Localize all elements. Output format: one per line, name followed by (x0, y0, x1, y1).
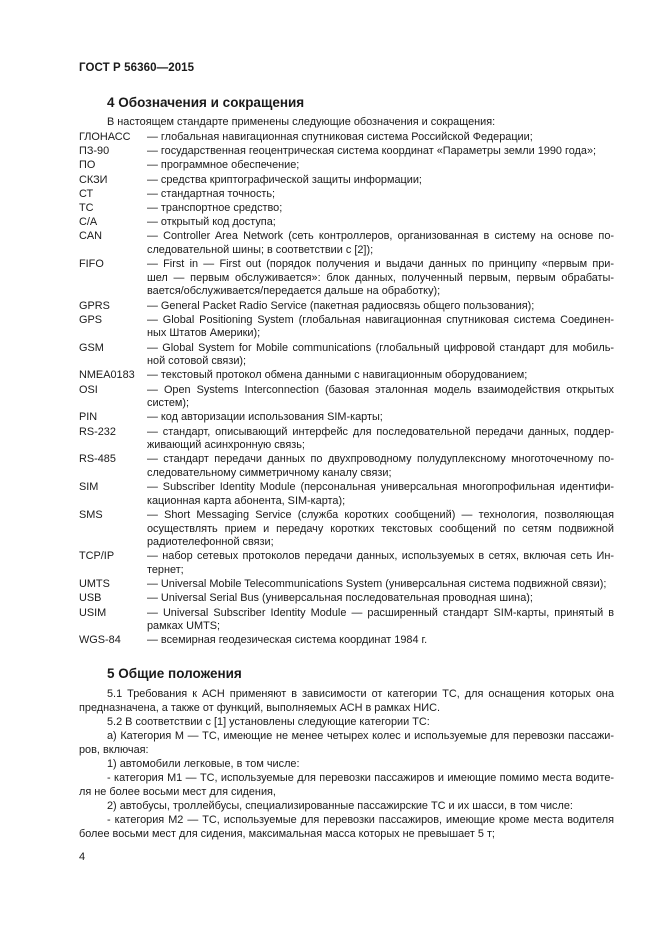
abbreviation-definition (147, 607, 614, 634)
abbreviation-definition (147, 369, 614, 383)
abbreviation-term: ПЗ-90 (79, 145, 110, 158)
definition-line: ных Штатов Америки); (147, 327, 261, 340)
abbreviation-term: ПО (79, 159, 96, 172)
paragraph-line: - категория М2 — ТС, используемые для перевозки пассажиров, имеющие кроме места водителя (107, 813, 614, 826)
abbreviation-definition (147, 481, 614, 508)
abbreviation-term: USB (79, 592, 102, 605)
definition-line: — открытый код доступа; (147, 216, 276, 229)
abbreviation-definition (147, 230, 614, 257)
definition-line: — государственная геоцентрическая система координат «Параметры земли 1990 года»; (147, 145, 597, 158)
definition-line: — Universal Subscriber Identity Module — расширенный стандарт SIM-карты, принятый в (147, 606, 614, 619)
definition-line: — транспортное средство; (147, 202, 283, 214)
definition-line: тернет; (147, 563, 184, 576)
definition-line: следовательной шины; в соответствии с [2]); (147, 243, 374, 256)
abbreviation-term: СТ (79, 187, 94, 200)
definition-line: систем); (147, 397, 190, 410)
abbreviation-term: TCP/IP (79, 550, 115, 563)
abbreviation-term: RS-485 (79, 453, 116, 466)
abbreviation-definition (147, 411, 614, 425)
abbreviation-term: GPS (79, 313, 102, 326)
definition-line: — программное обеспечение; (147, 159, 300, 172)
section-5-title: 5 Общие положения (107, 666, 242, 681)
abbreviation-definition (147, 159, 614, 173)
document-header: ГОСТ Р 56360—2015 (79, 62, 195, 74)
definition-line: — код авторизации использования SIM-карты; (147, 411, 383, 424)
abbreviation-definition (147, 384, 614, 411)
definition-line: — текстовый протокол обмена данными с навигационным оборудованием; (147, 369, 528, 382)
abbreviation-term: ГЛОНАСС (79, 131, 131, 143)
definition-line: — Subscriber Identity Module (персональная универсальная многопрофильная идентифи- (147, 481, 614, 494)
definition-line: — глобальная навигационная спутниковая система Российской Федерации; (147, 131, 533, 143)
definition-line: вается/обслуживается/передается дальше на обработку); (147, 285, 441, 298)
definition-line: — стандарт передачи данных по двухпроводному полудуплексному многоточечному по- (147, 453, 614, 466)
abbreviation-term: FIFO (79, 258, 104, 271)
definition-line: — средства криптографической защиты информации; (147, 173, 422, 186)
abbreviation-definition (147, 145, 614, 159)
abbreviation-definition (147, 509, 614, 550)
definition-line: осуществлять прием и передачу коротких текстовых сообщений по сетям подвижной (147, 522, 614, 535)
definition-line: кационная карта абонента, SIM-карта); (147, 494, 346, 507)
definition-line: рамках UMTS; (147, 620, 221, 633)
abbreviation-definition (147, 202, 614, 216)
definition-line: — Controller Area Network (сеть контроллеров, организованная в систему на основе по- (147, 230, 614, 243)
paragraph-line: ров, включая: (79, 743, 149, 756)
abbreviation-term: СКЗИ (79, 173, 108, 186)
paragraph-line: предназначена, а также от функций, выполняемых АСН в рамках НИС. (79, 701, 440, 714)
definition-line: живающий асинхронную связь; (147, 439, 305, 452)
abbreviation-definition (147, 258, 614, 299)
abbreviation-definition (147, 592, 614, 606)
definition-line: следовательному симметричному каналу связи; (147, 466, 392, 479)
abbreviation-term: GPRS (79, 299, 110, 312)
definition-line: радиотелефонной связи; (147, 536, 274, 549)
abbreviation-term: GSM (79, 341, 104, 354)
paragraph-line: ля не более восьми мест для сидения, (79, 785, 276, 798)
page-number: 4 (79, 851, 86, 863)
definition-line: — стандарт, описывающий интерфейс для последовательной передачи данных, поддер- (147, 425, 614, 438)
abbreviation-term: OSI (79, 383, 98, 396)
paragraph-line: 5.1 Требования к АСН применяют в зависимости от категории ТС, для оснащения которых она (107, 688, 614, 700)
abbreviation-definition (147, 314, 614, 341)
abbreviation-term: ТС (79, 202, 94, 214)
definition-line: — Open Systems Interconnection (базовая эталонная модель взаимодействия открытых (147, 383, 614, 396)
abbreviation-definition (147, 550, 614, 577)
abbreviation-term: WGS-84 (79, 634, 121, 647)
abbreviation-term: PIN (79, 411, 98, 424)
abbreviation-term: UMTS (79, 578, 110, 591)
paragraph-line: более восьми мест для сидения, максимальная масса которых не превышает 5 т; (79, 827, 495, 840)
abbreviation-term: C/A (79, 216, 98, 229)
paragraph-line: 1) автомобили легковые, в том числе: (107, 757, 300, 770)
abbreviation-definition (147, 342, 614, 369)
definition-line: — Universal Mobile Telecommunications System (универсальная система подвижной связи); (147, 578, 607, 591)
paragraph-line: 5.2 В соответствии с [1] установлены следующие категории ТС: (107, 715, 430, 728)
abbreviation-definition (147, 426, 614, 453)
section-4-intro: В настоящем стандарте применены следующие обозначения и сокращения: (107, 116, 496, 128)
abbreviation-definition (147, 300, 614, 314)
abbreviation-term: SIM (79, 481, 99, 494)
definition-line: шел — первым обслуживается»: блок данных, полученный первым, первым обрабаты- (147, 271, 614, 284)
abbreviation-definition (147, 188, 614, 202)
abbreviation-definition (147, 578, 614, 592)
paragraph-line: а) Категория М — ТС, имеющие не менее четырех колес и используемые для перевозки пассажи- (107, 729, 614, 742)
section-4-title: 4 Обозначения и сокращения (107, 95, 305, 110)
definition-line: — Global System for Mobile communications (глобальный цифровой стандарт для мобиль- (147, 341, 614, 354)
definition-line: — First in — First out (порядок получения и выдачи данных по принципу «первым при- (147, 258, 614, 271)
paragraph-line: - категория М1 — ТС, используемые для перевозки пассажиров и имеющие помимо места водите- (107, 771, 614, 784)
abbreviation-term: USIM (79, 606, 107, 619)
definition-line: — Universal Serial Bus (универсальная последовательная проводная шина); (147, 592, 533, 605)
definition-line: — набор сетевых протоколов передачи данных, используемых в сетях, включая сеть Ин- (147, 550, 614, 563)
abbreviation-term: CAN (79, 230, 102, 243)
definition-line: — Global Positioning System (глобальная навигационная спутниковая система Соединен- (147, 313, 614, 326)
abbreviation-definition (147, 216, 614, 230)
definition-line: ной сотовой связи); (147, 355, 247, 368)
abbreviation-definition (147, 634, 614, 648)
abbreviation-term: SMS (79, 509, 103, 521)
abbreviation-definition (147, 174, 614, 188)
abbreviation-term: RS-232 (79, 425, 116, 438)
abbreviation-definition (147, 453, 614, 480)
paragraph-line: 2) автобусы, троллейбусы, специализированные пассажирские ТС и их шасси, в том числе: (107, 799, 573, 812)
definition-line: — Short Messaging Service (служба коротких сообщений) — технология, позволяющая (147, 509, 614, 521)
definition-line: — всемирная геодезическая система координат 1984 г. (147, 634, 428, 647)
abbreviation-definition (147, 131, 614, 145)
definition-line: — General Packet Radio Service (пакетная радиосвязь общего пользования); (147, 299, 535, 312)
definition-line: — стандартная точность; (147, 187, 276, 200)
abbreviation-term: NMEA0183 (79, 369, 135, 382)
